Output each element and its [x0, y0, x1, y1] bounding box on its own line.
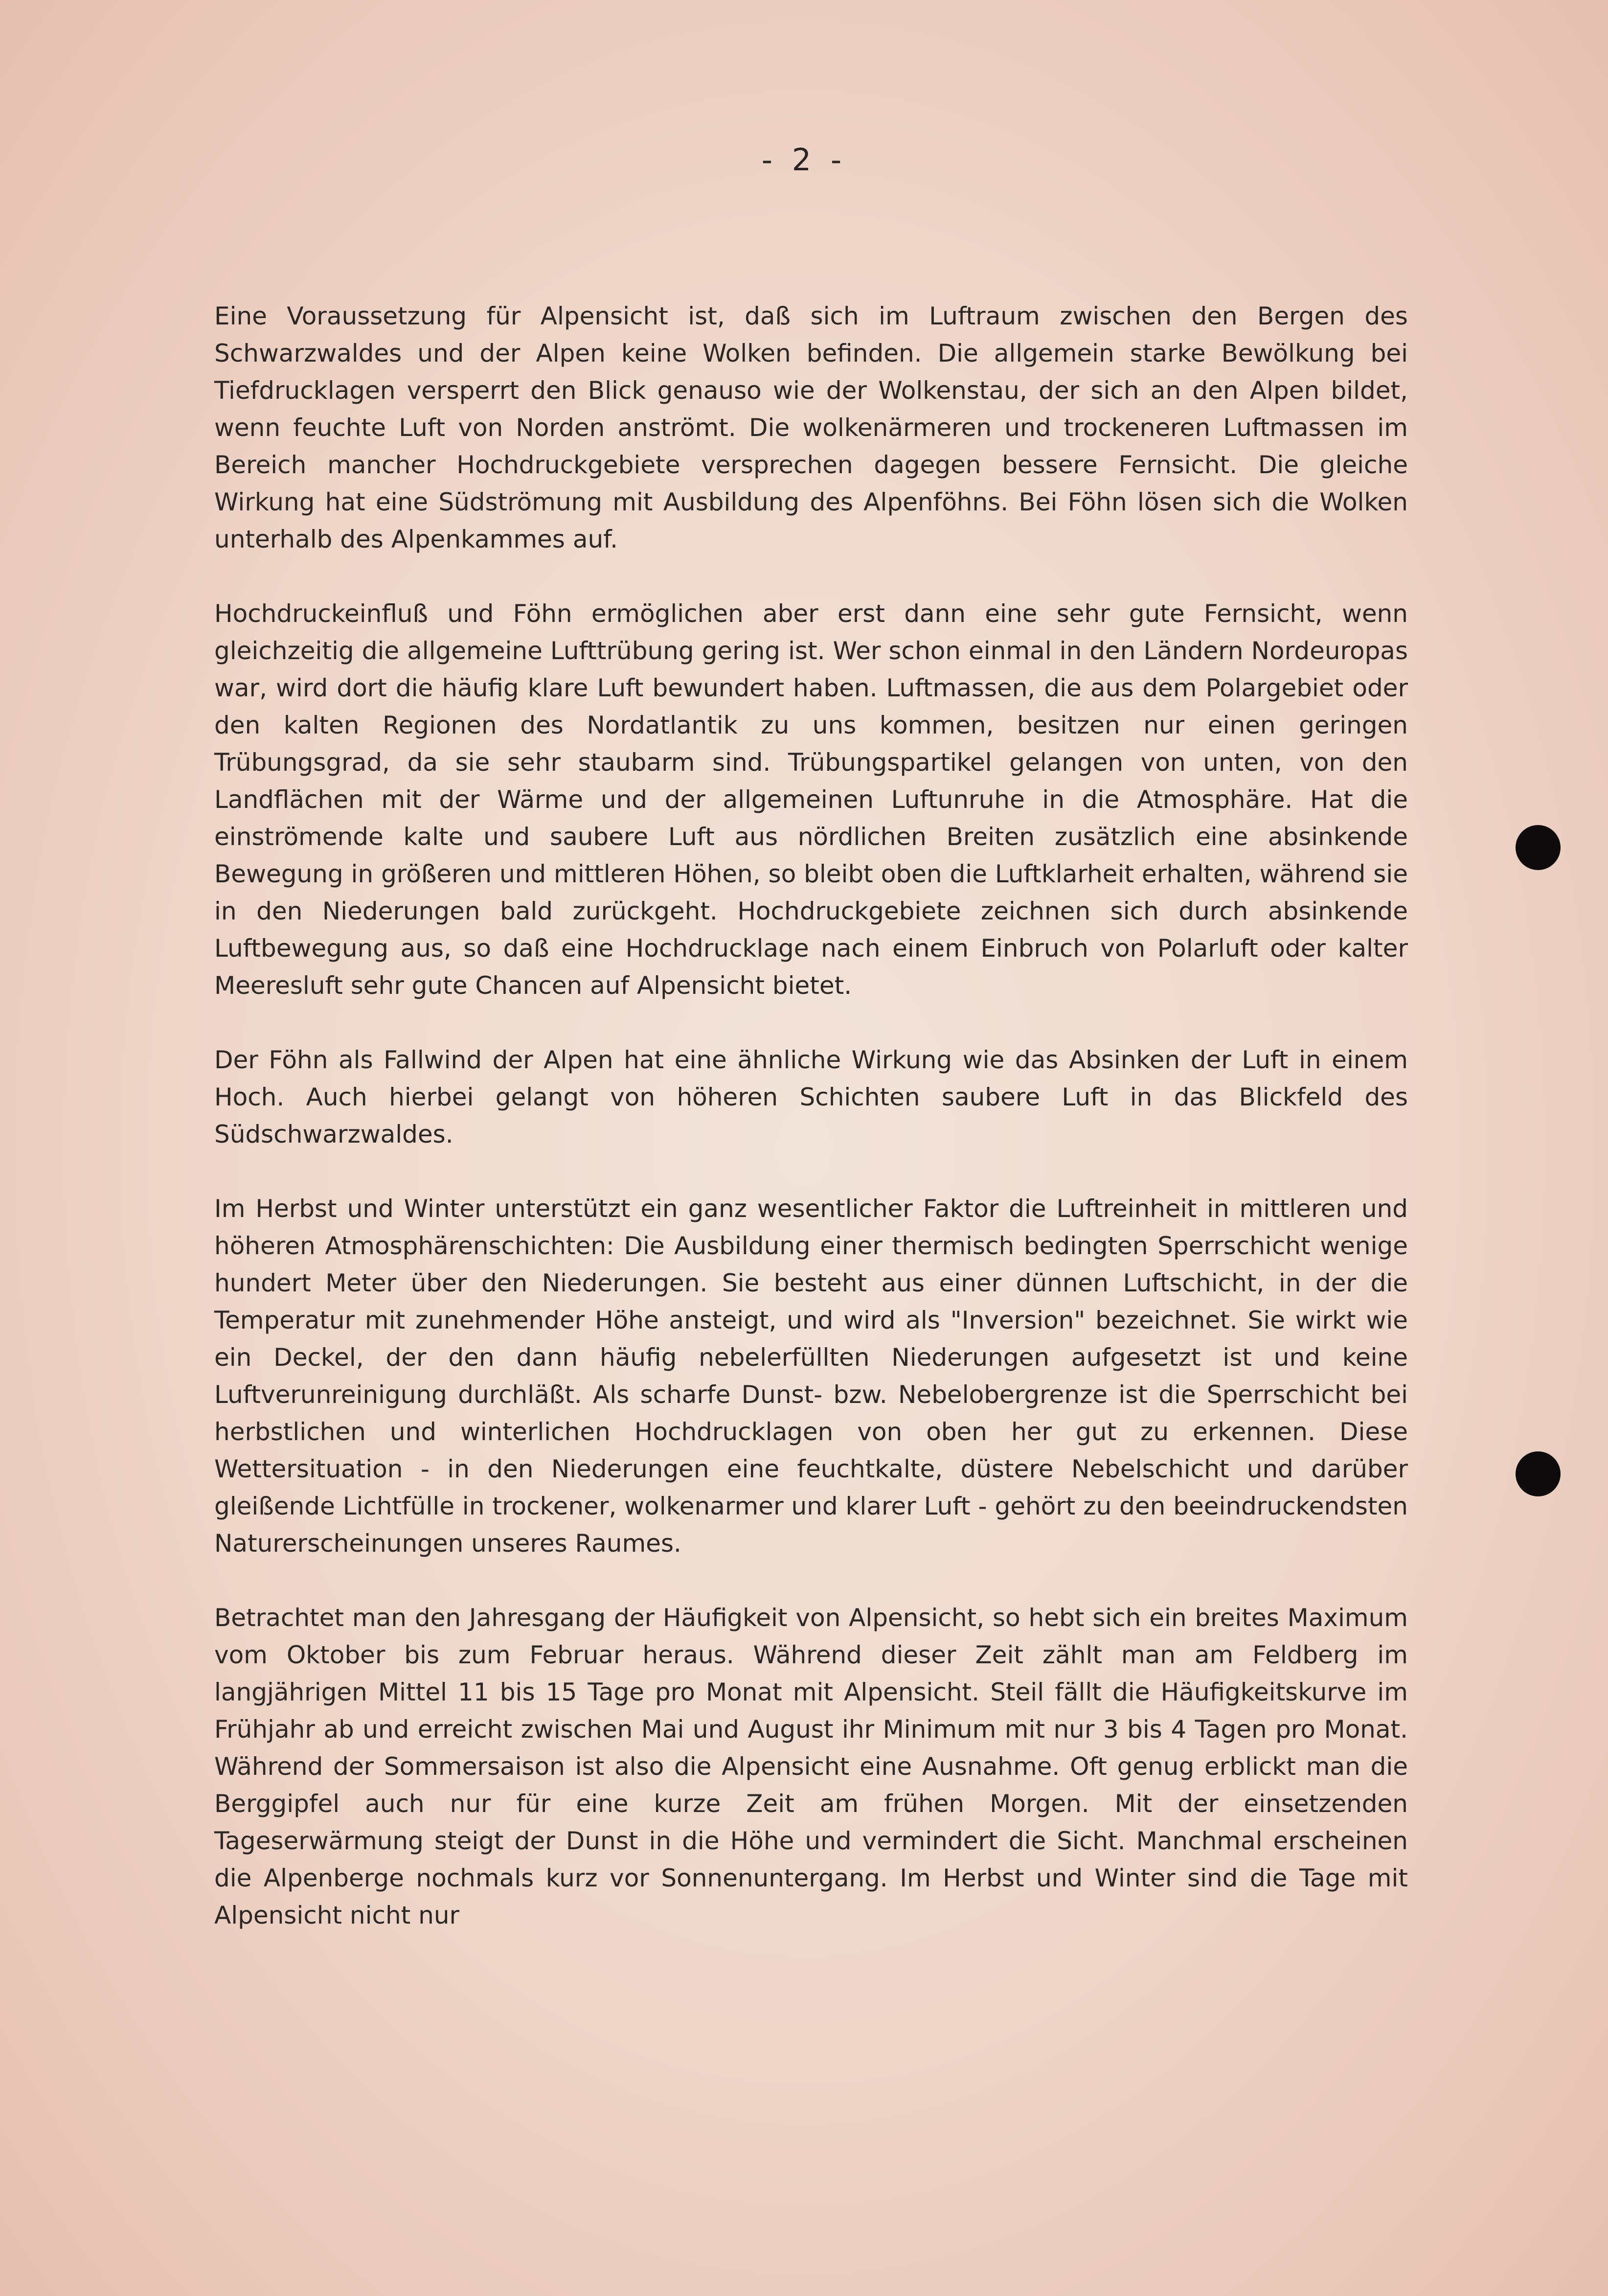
paragraph-4: Im Herbst und Winter unterstützt ein ganz wesentlicher Faktor die Luftreinheit in mittleren und höheren Atmosphärenschichten: Die Ausbildung einer thermisch bedingten Sperrschicht wenige hundert Meter über den Niederungen. Sie besteht aus einer dünnen Luftschicht, in der die Temperatur mit zunehmender Höhe ansteigt, und wird als "Inversion" bezeichnet. Sie wirkt wie ein Deckel, der den dann häufig nebelerfüllten Niederungen aufgesetzt ist und keine Luftverunreinigung durchläßt. Als scharfe Dunst- bzw. Nebelobergrenze ist die Sperrschicht bei herbstlichen und winterlichen Hochdrucklagen von oben her gut zu erkennen. Diese Wettersituation - in den Niederungen eine feuchtkalte, düstere Nebelschicht und darüber gleißende Lichtfülle in trockener, wolkenarmer und klarer Luft - gehört zu den beeindruckendsten Naturerscheinungen unseres Raumes. [214, 1194, 1408, 1558]
page-number: - 2 - [761, 142, 847, 178]
paragraph-2: Hochdruckeinfluß und Föhn ermöglichen aber erst dann eine sehr gute Fernsicht, wenn gleichzeitig die allgemeine Lufttrübung gering ist. Wer schon einmal in den Ländern Nordeuropas war, wird dort die häufig klare Luft bewundert haben. Luftmassen, die aus dem Polargebiet oder den kalten Regionen des Nordatlantik zu uns kommen, besitzen nur einen geringen Trübungsgrad, da sie sehr staubarm sind. Trübungspartikel gelangen von unten, von den Landflächen mit der Wärme und der allgemeinen Luftunruhe in die Atmosphäre. Hat die einströmende kalte und saubere Luft aus nördlichen Breiten zusätzlich eine absinkende Bewegung in größeren und mittleren Höhen, so bleibt oben die Luftklarheit erhalten, während sie in den Niederungen bald zurückgeht. Hochdruckgebiete zeichnen sich durch absinkende Luftbewegung aus, so daß eine Hochdrucklage nach einem Einbruch von Polarluft oder kalter Meeresluft sehr gute Chancen auf Alpensicht bietet. [214, 599, 1408, 1000]
body-text [214, 298, 1408, 1971]
paragraph-1: Eine Voraussetzung für Alpensicht ist, daß sich im Luftraum zwischen den Bergen des Schwarzwaldes und der Alpen keine Wolken befinden. Die allgemein starke Bewölkung bei Tiefdrucklagen versperrt den Blick genauso wie der Wolkenstau, der sich an den Alpen bildet, wenn feuchte Luft von Norden anströmt. Die wolkenärmeren und trockeneren Luftmassen im Bereich mancher Hochdruckgebiete versprechen dagegen bessere Fernsicht. Die gleiche Wirkung hat eine Südströmung mit Ausbildung des Alpenföhns. Bei Föhn lösen sich die Wolken unterhalb des Alpenkammes auf. [214, 302, 1408, 553]
paragraph-5: Betrachtet man den Jahresgang der Häufigkeit von Alpensicht, so hebt sich ein breites Maximum vom Oktober bis zum Februar heraus. Während dieser Zeit zählt man am Feldberg im langjährigen Mittel 11 bis 15 Tage pro Monat mit Alpensicht. Steil fällt die Häufigkeitskurve im Frühjahr ab und erreicht zwischen Mai und August ihr Minimum mit nur 3 bis 4 Tagen pro Monat. Während der Sommersaison ist also die Alpensicht eine Ausnahme. Oft genug erblickt man die Berggipfel auch nur für eine kurze Zeit am frühen Morgen. Mit der einsetzenden Tageserwärmung steigt der Dunst in die Höhe und vermindert die Sicht. Manchmal erscheinen die Alpenberge nochmals kurz vor Sonnenuntergang. Im Herbst und Winter sind die Tage mit Alpensicht nicht nur [214, 1604, 1408, 1929]
punch-hole-bottom [1516, 1451, 1561, 1496]
punch-hole-top [1516, 825, 1561, 870]
paragraph-3: Der Föhn als Fallwind der Alpen hat eine ähnliche Wirkung wie das Absinken der Luft in einem Hoch. Auch hierbei gelangt von höheren Schichten saubere Luft in das Blickfeld des Südschwarzwaldes. [214, 1046, 1408, 1148]
